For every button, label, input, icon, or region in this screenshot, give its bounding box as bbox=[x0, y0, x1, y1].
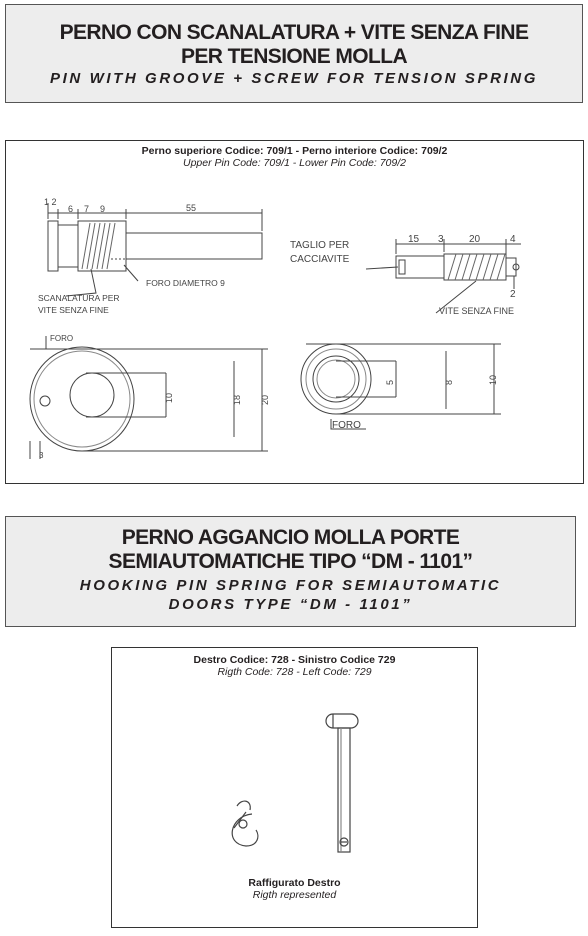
hooking-pin-side-view bbox=[326, 714, 358, 852]
worm-screw-front-view bbox=[301, 344, 501, 429]
dim-55: 55 bbox=[186, 203, 197, 213]
section2-header bbox=[5, 516, 576, 627]
label-groove-2: VITE SENZA FINE bbox=[38, 305, 109, 315]
label-hole-a: FORO bbox=[50, 334, 74, 343]
section1-title-line1: PERNO CON SCANALATURA + VITE SENZA FINE bbox=[59, 21, 529, 44]
section1-subtitle: PIN WITH GROOVE + SCREW FOR TENSION SPRING bbox=[50, 70, 538, 88]
section1-drawing-panel bbox=[5, 140, 584, 484]
groove-hatching bbox=[82, 223, 115, 269]
dim-8: 8 bbox=[444, 379, 454, 385]
pin-technical-drawing bbox=[6, 141, 583, 483]
section1-header bbox=[5, 4, 583, 103]
dim-20b: 20 bbox=[260, 394, 270, 405]
label-hole-9: FORO DIAMETRO 9 bbox=[146, 278, 225, 288]
dim-3b: 3 bbox=[39, 451, 44, 460]
dim-7: 7 bbox=[84, 204, 90, 214]
section1-caption-it: Perno superiore Codice: 709/1 - Perno interiore Codice: 709/2 bbox=[141, 145, 448, 157]
label-worm-screw: VITE SENZA FINE bbox=[439, 306, 515, 316]
label-groove: SCANALATURA PER bbox=[38, 293, 120, 303]
dim-20: 20 bbox=[469, 234, 481, 245]
section2-caption-it: Destro Codice: 728 - Sinistro Codice 729 bbox=[193, 654, 396, 666]
dim-18: 18 bbox=[232, 394, 242, 405]
section2-caption-en: Rigth Code: 728 - Left Code: 729 bbox=[217, 666, 372, 678]
section2-subtitle-line1: HOOKING PIN SPRING FOR SEMIAUTOMATIC bbox=[79, 577, 502, 595]
worm-screw-side-view bbox=[366, 239, 521, 313]
dim-4: 4 bbox=[510, 234, 516, 245]
dim-5: 5 bbox=[385, 379, 395, 385]
dim-15: 15 bbox=[408, 234, 420, 245]
dim-9: 9 bbox=[100, 204, 106, 214]
section2-subtitle-line2: DOORS TYPE “DM - 1101” bbox=[168, 595, 413, 613]
section2-footer-it: Raffigurato Destro bbox=[248, 877, 341, 889]
dim-10a: 10 bbox=[164, 392, 174, 403]
dim-6: 6 bbox=[68, 204, 74, 214]
section1-title-line2: PER TENSIONE MOLLA bbox=[180, 44, 408, 68]
section2-title-line2: SEMIAUTOMATICHE TIPO “DM - 1101” bbox=[108, 549, 473, 573]
section2-title-line1: PERNO AGGANCIO MOLLA PORTE bbox=[121, 526, 460, 549]
dim-3: 3 bbox=[438, 234, 444, 245]
section2-footer bbox=[112, 877, 477, 901]
label-cut: TAGLIO PER bbox=[290, 240, 350, 251]
dim-1-2: 1 2 bbox=[44, 197, 57, 207]
label-hole-b: FORO bbox=[332, 420, 361, 431]
section1-caption-en: Upper Pin Code: 709/1 - Lower Pin Code: 709/2 bbox=[183, 157, 406, 169]
section2-drawing-panel bbox=[111, 647, 478, 928]
dim-10b: 10 bbox=[488, 374, 498, 385]
label-cut-2: CACCIAVITE bbox=[290, 254, 350, 265]
section2-footer-en: Rigth represented bbox=[252, 889, 337, 901]
hook-front-view bbox=[232, 801, 258, 846]
dim-2: 2 bbox=[510, 289, 516, 300]
